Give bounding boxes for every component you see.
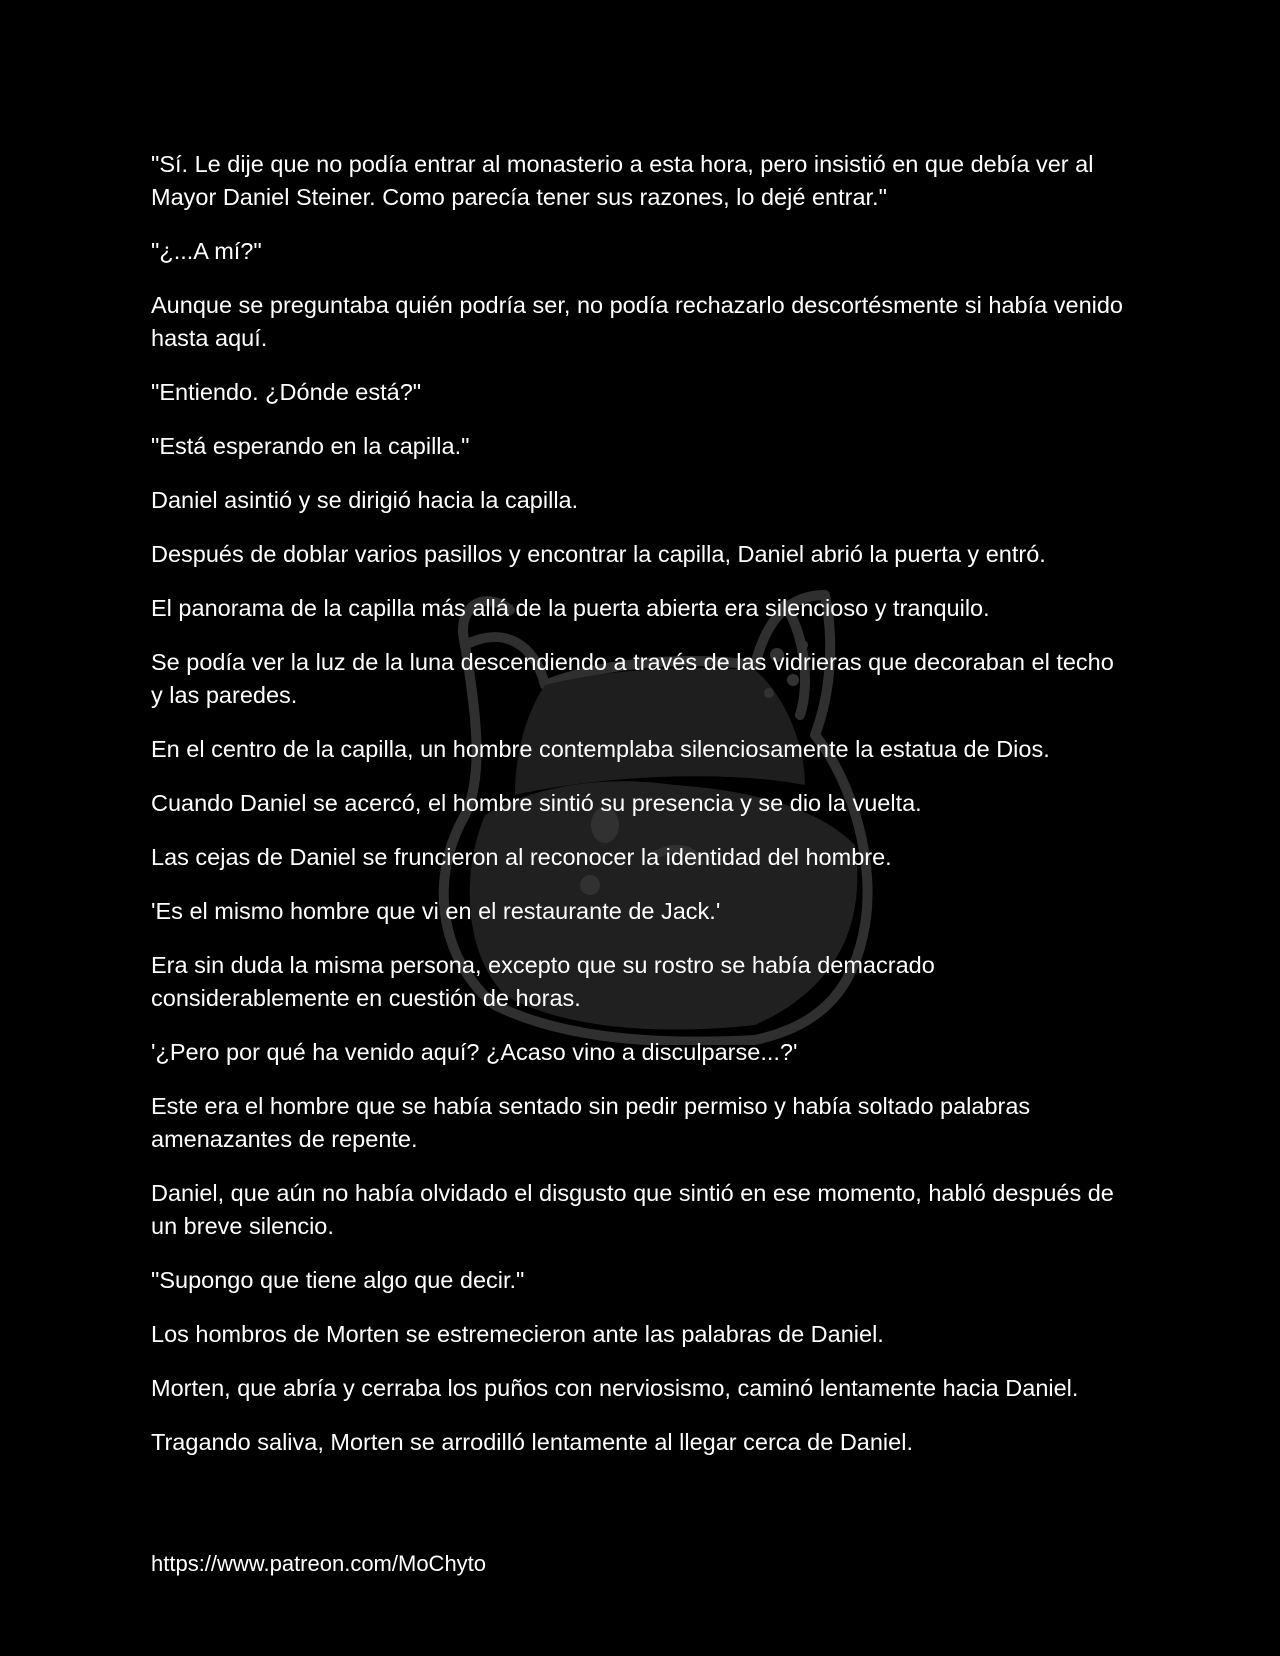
paragraph: Después de doblar varios pasillos y encontrar la capilla, Daniel abrió la puerta y entró. <box>151 541 1046 567</box>
paragraph: "¿...A mí?" <box>151 238 262 264</box>
paragraph: Las cejas de Daniel se fruncieron al reconocer la identidad del hombre. <box>151 844 892 870</box>
paragraph: "Supongo que tiene algo que decir." <box>151 1267 525 1293</box>
paragraph: El panorama de la capilla más allá de la puerta abierta era silencioso y tranquilo. <box>151 595 990 621</box>
paragraph: "Está esperando en la capilla." <box>151 433 470 459</box>
paragraph: Cuando Daniel se acercó, el hombre sintió su presencia y se dio la vuelta. <box>151 790 922 816</box>
paragraph: Daniel asintió y se dirigió hacia la capilla. <box>151 487 579 513</box>
paragraph: Tragando saliva, Morten se arrodilló lentamente al llegar cerca de Daniel. <box>151 1429 913 1455</box>
paragraph: Los hombros de Morten se estremecieron ante las palabras de Daniel. <box>151 1321 884 1347</box>
patreon-link[interactable]: https://www.patreon.com/MoChyto <box>151 1551 487 1576</box>
paragraph: Se podía ver la luz de la luna descendiendo a través de las vidrieras que decoraban el techo y las paredes. <box>151 649 1114 708</box>
paragraph: "Entiendo. ¿Dónde está?" <box>151 379 422 405</box>
paragraph: '¿Pero por qué ha venido aquí? ¿Acaso vino a disculparse...?' <box>151 1039 798 1065</box>
paragraph: Aunque se preguntaba quién podría ser, no podía rechazarlo descortésmente si había venido hasta aquí. <box>151 292 1124 351</box>
story-text <box>151 148 1131 1480</box>
paragraph: 'Es el mismo hombre que vi en el restaurante de Jack.' <box>151 898 721 924</box>
paragraph: Este era el hombre que se había sentado sin pedir permiso y había soltado palabras amenazantes de repente. <box>151 1093 1031 1152</box>
paragraph: Daniel, que aún no había olvidado el disgusto que sintió en ese momento, habló después de un breve silencio. <box>151 1180 1114 1239</box>
paragraph: Morten, que abría y cerraba los puños con nerviosismo, caminó lentamente hacia Daniel. <box>151 1375 1079 1401</box>
paragraph: En el centro de la capilla, un hombre contemplaba silenciosamente la estatua de Dios. <box>151 736 1050 762</box>
paragraph: Era sin duda la misma persona, excepto que su rostro se había demacrado considerablemente en cuestión de horas. <box>151 952 935 1011</box>
paragraph: "Sí. Le dije que no podía entrar al monasterio a esta hora, pero insistió en que debía ver al Mayor Daniel Steiner. Como parecía tener sus razones, lo dejé entrar." <box>151 151 1094 210</box>
